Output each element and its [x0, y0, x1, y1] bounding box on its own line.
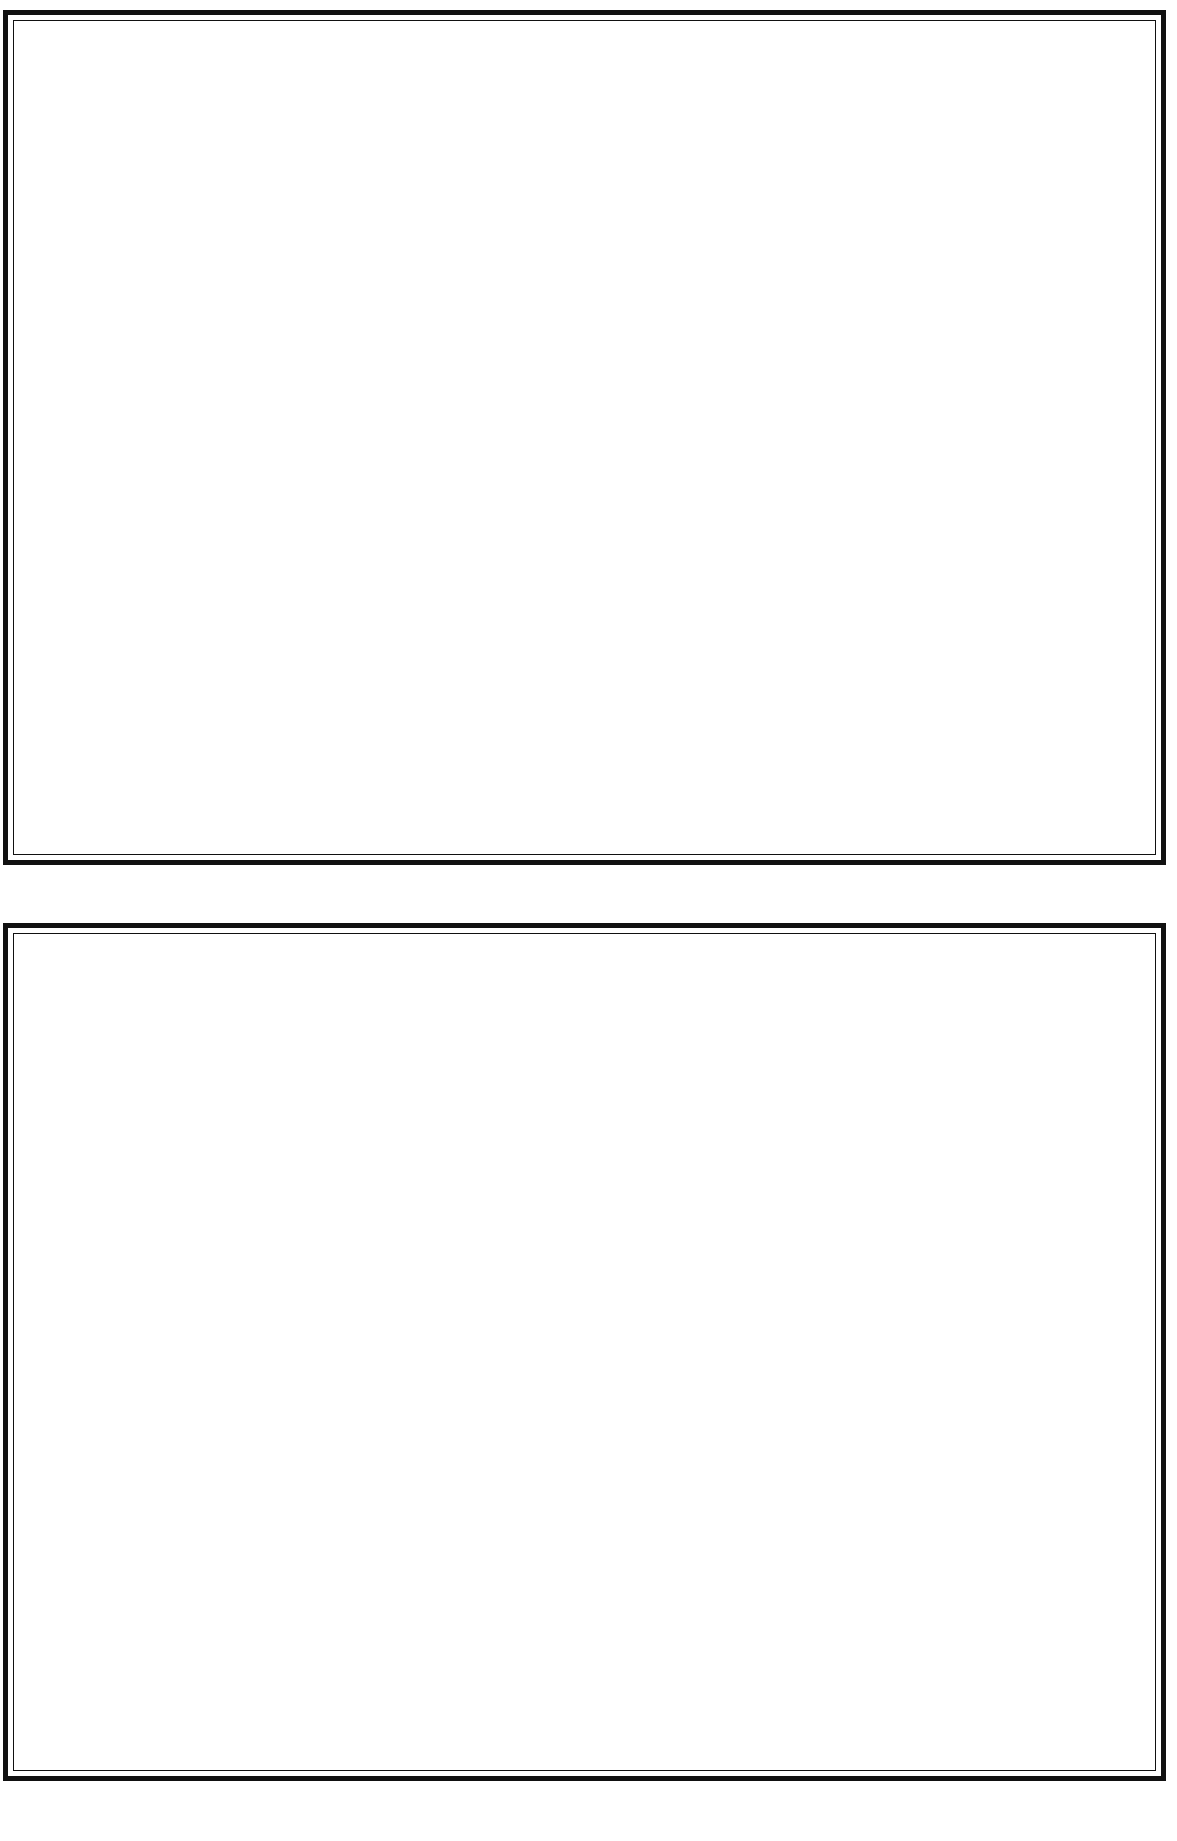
top-page: [0, 0, 1177, 880]
bottom-columns: [15, 935, 1154, 1769]
top-page-frame: [3, 10, 1166, 865]
bottom-page: [0, 890, 1177, 1790]
top-columns: [15, 22, 1154, 853]
bottom-page-frame: [3, 923, 1166, 1781]
